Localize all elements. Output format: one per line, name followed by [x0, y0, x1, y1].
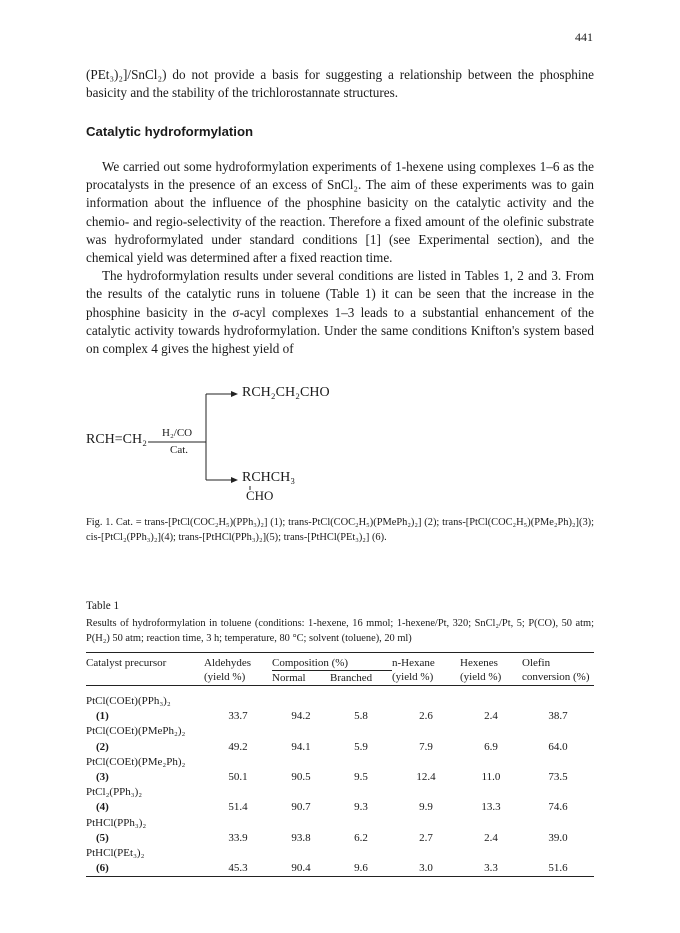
table-row: [86, 709, 594, 724]
normal-cell: 90.4: [272, 861, 330, 877]
catalyst-id: (4): [96, 801, 109, 814]
branched-cell: 6.2: [354, 831, 368, 844]
results-table: [86, 652, 594, 877]
hexane-cell: 9.9: [419, 801, 433, 814]
table-row: [86, 800, 594, 815]
catalyst-id: (1): [96, 710, 109, 723]
catalyst-formula: PtCl(COEt)(PPh₃)₂: [86, 695, 171, 707]
col-aldehydes: Aldehydes (yield %): [204, 657, 252, 683]
section-heading: Catalytic hydroformylation: [86, 124, 254, 139]
table-row: [86, 861, 594, 877]
aldehydes-cell: 49.2: [228, 740, 248, 753]
normal-cell: 90.5: [291, 771, 311, 784]
branched-cell: 5.8: [354, 710, 368, 723]
hexane-cell: 3.0: [392, 861, 460, 877]
col-branched: Branched: [330, 671, 392, 686]
branched-cell: 9.5: [354, 771, 368, 784]
conversion-cell: 51.6: [522, 861, 594, 877]
catalyst-id: (6): [86, 861, 204, 877]
hexenes-cell: 6.9: [484, 740, 498, 753]
catalyst-formula: PtCl(COEt)(PMe₂Ph)₂: [86, 755, 186, 768]
col-normal: Normal: [272, 671, 330, 686]
hexenes-cell: 13.3: [481, 801, 501, 814]
aldehydes-cell: 51.4: [228, 801, 248, 814]
reagent-bottom: Cat.: [170, 444, 189, 456]
page-number: 441: [575, 30, 593, 44]
table-label: Table 1: [86, 600, 120, 612]
conversion-cell: 39.0: [548, 831, 568, 844]
table-row-formula: [86, 846, 594, 861]
branched-cell: 5.9: [354, 740, 368, 753]
product-linear: RCH₂CH₂CHO: [242, 385, 330, 400]
table-description: Results of hydroformylation in toluene (conditions: 1-hexene, 16 mmol; 1-hexene/Pt, 320; SnCl₂/Pt, 5; P(CO), 50 atm; P(H₂) 50 atm; reaction time, 3 h; temperature, 80 °C; solvent (toluene), 20 ml): [86, 618, 594, 644]
hexenes-cell: 2.4: [484, 710, 498, 723]
product-branched: RCHCH₃: [242, 470, 296, 485]
branched-cell: 9.3: [354, 801, 368, 814]
normal-cell: 94.1: [291, 740, 311, 753]
hexane-cell: 12.4: [416, 771, 436, 784]
table-row: [86, 831, 594, 846]
catalyst-id: (2): [96, 740, 109, 753]
table-row: [86, 770, 594, 785]
reaction-scheme: [86, 380, 594, 503]
hexane-cell: 2.7: [419, 831, 433, 844]
col-conversion: Olefin conversion (%): [522, 657, 590, 683]
hexenes-cell: 11.0: [481, 771, 501, 784]
catalyst-id: (5): [96, 831, 109, 844]
reactant: RCH=CH₂: [86, 432, 148, 447]
hexane-cell: 7.9: [419, 740, 433, 753]
catalyst-formula: PtCl(COEt)(PMePh₂)₂: [86, 725, 186, 738]
table-row-formula: [86, 724, 594, 739]
table-row-formula: [86, 694, 594, 709]
conversion-cell: 38.7: [548, 710, 568, 723]
catalyst-formula: PtHCl(PPh₃)₂: [86, 816, 147, 829]
paragraph-1: We carried out some hydroformylation experiments of 1-hexene using complexes 1–6 as the procatalysts in the presence of an excess of SnCl₂. The aim of these experiments was to gain information about the influence of the phosphine basicity on the catalytic activity and the chemio- and regio-selectivity of the reaction. Therefore a fixed amount of the olefinic substrate was hydroformylated under standard conditions [1] (see Experimental section), and the chemical yield was determined after a fixed reaction time.: [86, 159, 594, 266]
branched-cell: 9.6: [330, 861, 392, 877]
paragraph-2: The hydroformylation results under several conditions are listed in Tables 1, 2 and 3. From the results of the catalytic runs in toluene (Table 1) it can be seen that the increase in the phosphine basicity in the σ-acyl complexes 1–3 leads to a substantial enhancement of the catalytic activity towards hydroformylation. Under the same conditions Knifton's system based on complex 4 gives the highest yield of: [86, 268, 594, 357]
aldehydes-cell: 45.3: [204, 861, 272, 877]
col-composition: Composition (%): [272, 657, 349, 669]
conversion-cell: 74.6: [548, 801, 568, 814]
table-row-formula: [86, 785, 594, 800]
col-hexenes: Hexenes (yield %): [460, 657, 502, 683]
intro-text: (PEt₃)₂]/SnCl₂) do not provide a basis for suggesting a relationship between the phosphine basicity and the stability of the trichlorostannate structures.: [86, 67, 594, 101]
col-hexane: n-Hexane (yield %): [392, 657, 435, 683]
figure-caption: Fig. 1. Cat. = trans-[PtCl(COC₂H₅)(PPh₃)₂] (1); trans-PtCl(COC₂H₅)(PMePh₂)₂] (2); trans-[PtCl(COC₂H₅)(PMe₂Ph)₂](3); cis-[PtCl₂(PPh₃)₂](4); trans-[PtHCl(PPh₃)₂](5); trans-[PtHCl(PEt₃)₂] (6).: [86, 517, 594, 543]
aldehydes-cell: 33.9: [228, 831, 248, 844]
aldehydes-cell: 50.1: [228, 771, 248, 784]
intro-paragraph: [86, 66, 594, 102]
conversion-cell: 73.5: [548, 771, 568, 784]
product-branched-cho: CHO: [246, 488, 274, 503]
hexenes-cell: 2.4: [484, 831, 498, 844]
normal-cell: 93.8: [291, 831, 311, 844]
hexenes-cell: 3.3: [460, 861, 522, 877]
normal-cell: 94.2: [291, 710, 311, 723]
table-row-formula: [86, 816, 594, 831]
hexane-cell: 2.6: [419, 710, 433, 723]
col-catalyst: Catalyst precursor: [86, 657, 167, 669]
normal-cell: 90.7: [291, 801, 311, 814]
table-row-formula: [86, 755, 594, 770]
catalyst-formula: PtCl₂(PPh₃)₂: [86, 786, 143, 799]
catalyst-formula: PtHCl(PEt₃)₂: [86, 847, 145, 860]
table-row: [86, 740, 594, 755]
reagent-top: H₂/CO: [162, 427, 193, 439]
conversion-cell: 64.0: [548, 740, 568, 753]
table-body: [86, 686, 594, 877]
catalyst-id: (3): [96, 771, 109, 784]
aldehydes-cell: 33.7: [228, 710, 248, 723]
body-text: [86, 158, 594, 358]
